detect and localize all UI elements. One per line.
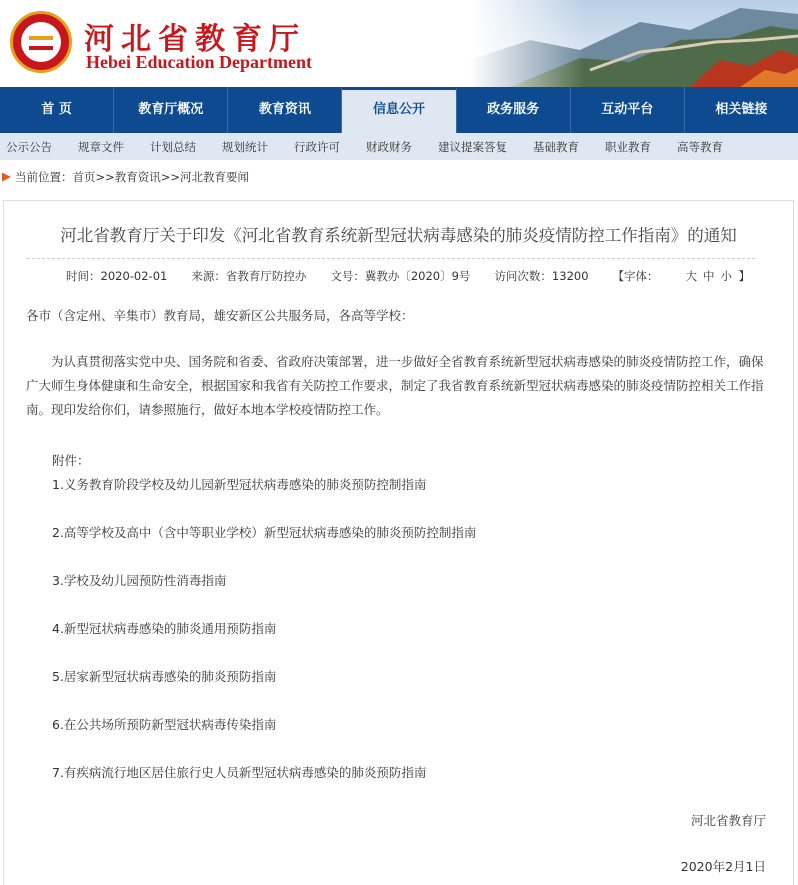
subnav-statistics[interactable]: 规划统计 — [222, 139, 268, 154]
nav-home[interactable]: 首 页 — [0, 87, 114, 133]
subnav-proposals[interactable]: 建议提案答复 — [438, 139, 507, 154]
attachment-item[interactable]: 7.有疾病流行地区居住旅行史人员新型冠状病毒感染的肺炎预防指南 — [52, 765, 427, 780]
font-small-button[interactable]: 小 — [720, 269, 733, 283]
subnav-higher-edu[interactable]: 高等教育 — [677, 139, 723, 154]
font-large-button[interactable]: 大 — [685, 269, 698, 283]
main-nav — [0, 87, 798, 133]
site-header — [0, 0, 798, 87]
nav-services[interactable]: 政务服务 — [457, 87, 571, 133]
nav-overview[interactable]: 教育厅概况 — [114, 87, 228, 133]
article-greeting: 各市（含定州、辛集市）教育局，雄安新区公共服务局，各高等学校： — [26, 308, 414, 323]
breadcrumb-text[interactable]: 当前位置：首页>>教育资讯>>河北教育要闻 — [15, 170, 250, 184]
meta-time: 时间：2020-02-01 — [66, 269, 168, 283]
meta-divider — [27, 258, 755, 259]
article-signature: 河北省教育厅 — [690, 813, 766, 828]
article-title: 河北省教育厅关于印发《河北省教育系统新型冠状病毒感染的肺炎疫情防控工作指南》的通知 — [60, 226, 737, 245]
attachment-item[interactable]: 3.学校及幼儿园预防性消毒指南 — [52, 573, 227, 588]
font-size-control — [613, 268, 775, 284]
subnav-finance[interactable]: 财政财务 — [366, 139, 412, 154]
site-logo[interactable] — [10, 11, 72, 73]
meta-visits: 访问次数：13200 — [494, 269, 589, 283]
meta-doc-number: 文号：冀教办〔2020〕9号 — [330, 269, 471, 283]
article-meta — [66, 268, 798, 284]
subnav-vocational-edu[interactable]: 职业教育 — [605, 139, 651, 154]
subnav-permits[interactable]: 行政许可 — [294, 139, 340, 154]
attachment-item[interactable]: 1.义务教育阶段学校及幼儿园新型冠状病毒感染的肺炎预防控制指南 — [52, 477, 427, 492]
great-wall-banner — [470, 0, 798, 87]
subnav-regulations[interactable]: 规章文件 — [78, 139, 124, 154]
site-title-en: Hebei Education Department — [86, 52, 312, 72]
article-paragraph: 为认真贯彻落实党中央、国务院和省委、省政府决策部署，进一步做好全省教育系统新型冠状病毒感染的肺炎疫情防控工作，确保广大师生身体健康和生命安全，根据国家和我省有关防控工作要求，制定了我省教育系统新型冠状病毒感染的肺炎疫情防控相关工作指南。现印发给你们，请参照施行，做好本地本学校疫情防控工作。 — [26, 354, 764, 417]
subnav-plans[interactable]: 计划总结 — [150, 139, 196, 154]
meta-source: 来源：省教育厅防控办 — [191, 269, 307, 283]
font-medium-button[interactable]: 中 — [703, 269, 715, 283]
article-date: 2020年2月1日 — [680, 859, 766, 874]
font-size-label-end: 】 — [735, 269, 751, 283]
nav-news[interactable]: 教育资讯 — [228, 87, 342, 133]
subnav-basic-edu[interactable]: 基础教育 — [533, 139, 579, 154]
arrow-right-icon — [2, 173, 11, 182]
nav-interaction[interactable]: 互动平台 — [571, 87, 685, 133]
nav-links[interactable]: 相关链接 — [715, 102, 768, 117]
font-size-label: 【字体： — [612, 269, 659, 283]
logo-emblem-icon — [21, 22, 61, 62]
book-icon — [29, 36, 53, 50]
attachment-item[interactable]: 6.在公共场所预防新型冠状病毒传染指南 — [52, 717, 277, 732]
sub-nav — [0, 133, 798, 160]
breadcrumb — [0, 167, 249, 187]
attachment-item[interactable]: 4.新型冠状病毒感染的肺炎通用预防指南 — [52, 621, 277, 636]
attachments-label: 附件： — [52, 453, 90, 468]
subnav-announcements[interactable]: 公示公告 — [6, 139, 52, 154]
site-title-cn: 河北省教育厅 — [84, 22, 306, 57]
nav-info-disclosure[interactable]: 信息公开 — [342, 87, 456, 133]
attachment-item[interactable]: 2.高等学校及高中（含中等职业学校）新型冠状病毒感染的肺炎预防控制指南 — [52, 525, 477, 540]
attachment-item[interactable]: 5.居家新型冠状病毒感染的肺炎预防指南 — [52, 669, 277, 684]
